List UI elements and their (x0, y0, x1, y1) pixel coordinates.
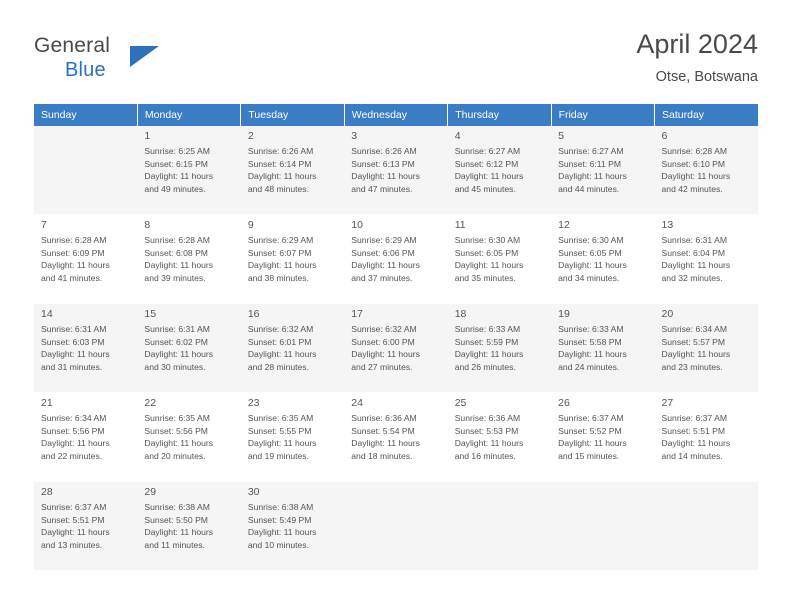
day-cell-content (241, 482, 344, 570)
day-cell-content (34, 215, 137, 303)
day-detail-line: Daylight: 11 hours (247, 260, 317, 271)
day-detail-line: Daylight: 11 hours (661, 171, 731, 182)
day-detail-line: Sunset: 6:03 PM (41, 336, 105, 347)
calendar-empty-cell (655, 482, 758, 571)
calendar-day-cell[interactable] (137, 215, 240, 304)
day-cell-content (344, 304, 447, 392)
day-detail-line: Sunrise: 6:28 AM (144, 235, 210, 245)
day-number: 20 (661, 308, 674, 320)
day-detail-line: and 34 minutes. (558, 272, 620, 283)
day-detail-line: Sunset: 6:11 PM (558, 158, 622, 169)
day-detail-line: and 39 minutes. (144, 272, 206, 283)
day-cell-content (655, 482, 758, 570)
calendar-week-row (34, 126, 758, 215)
day-detail-line: and 24 minutes. (558, 361, 620, 372)
day-detail-line: Daylight: 11 hours (351, 171, 420, 182)
calendar-day-cell[interactable] (655, 393, 758, 482)
calendar-day-cell[interactable] (448, 126, 551, 215)
day-detail-line: Daylight: 11 hours (558, 349, 627, 360)
calendar-day-cell[interactable] (448, 215, 551, 304)
calendar-day-cell[interactable] (448, 304, 551, 393)
calendar-day-cell[interactable] (34, 304, 137, 393)
calendar-day-cell[interactable] (241, 304, 344, 393)
calendar-day-cell[interactable] (551, 304, 654, 393)
page-header (34, 28, 758, 98)
calendar-day-cell[interactable] (655, 126, 758, 215)
day-detail-line: Daylight: 11 hours (247, 349, 317, 360)
calendar-day-cell[interactable] (34, 393, 137, 482)
day-detail-line: Sunset: 5:54 PM (351, 425, 415, 436)
day-cell-content (448, 215, 551, 303)
day-detail-line: Sunset: 6:14 PM (247, 158, 312, 169)
calendar-day-cell[interactable] (448, 393, 551, 482)
day-detail-line: Sunrise: 6:27 AM (558, 146, 624, 156)
calendar-day-cell[interactable] (344, 393, 447, 482)
day-detail-line: Daylight: 11 hours (558, 171, 627, 182)
day-detail-line: Sunrise: 6:31 AM (41, 324, 107, 334)
day-detail-line: Daylight: 11 hours (454, 438, 524, 449)
brand-name-blue: Blue (65, 59, 106, 81)
calendar-day-cell[interactable] (137, 304, 240, 393)
day-detail-line: and 48 minutes. (247, 183, 309, 194)
day-number: 1 (144, 130, 151, 142)
day-detail-line: Sunrise: 6:31 AM (661, 235, 727, 245)
day-detail-line: and 15 minutes. (558, 450, 620, 461)
day-detail-line: Sunset: 6:13 PM (351, 158, 415, 169)
day-cell-content (655, 215, 758, 303)
day-cell-content (655, 393, 758, 481)
day-detail-line: Daylight: 11 hours (144, 527, 214, 538)
title-block (636, 28, 758, 85)
day-detail-line: Sunrise: 6:33 AM (454, 324, 521, 334)
day-detail-line: Sunset: 5:50 PM (144, 514, 208, 525)
calendar-day-cell[interactable] (551, 393, 654, 482)
day-detail-line: and 38 minutes. (247, 272, 309, 283)
calendar-day-cell[interactable] (241, 482, 344, 571)
day-detail-line: Daylight: 11 hours (558, 260, 627, 271)
day-detail-line: Sunrise: 6:30 AM (454, 235, 521, 245)
day-detail-line: Sunset: 5:49 PM (247, 514, 312, 525)
day-detail-line: Daylight: 11 hours (41, 260, 110, 271)
day-detail-line: Sunrise: 6:31 AM (144, 324, 210, 334)
day-number: 8 (144, 219, 151, 231)
brand-logo (34, 34, 254, 90)
day-detail-line: Sunrise: 6:36 AM (454, 413, 521, 423)
day-detail-line: Sunrise: 6:28 AM (41, 235, 107, 245)
calendar-day-cell[interactable] (34, 215, 137, 304)
day-detail-line: and 49 minutes. (144, 183, 206, 194)
day-cell-content (448, 126, 551, 214)
day-detail-line: Sunrise: 6:26 AM (351, 146, 417, 156)
day-cell-content (448, 482, 551, 570)
day-detail-line: Sunrise: 6:37 AM (41, 502, 107, 512)
day-number: 2 (247, 130, 254, 142)
day-detail-line: and 18 minutes. (351, 450, 413, 461)
day-number: 4 (454, 130, 461, 142)
day-number: 10 (351, 219, 363, 231)
day-cell-content (137, 126, 240, 214)
day-cell-content (137, 304, 240, 392)
day-detail-line: Sunrise: 6:34 AM (661, 324, 727, 334)
day-number: 6 (661, 130, 668, 142)
day-cell-content (241, 393, 344, 481)
day-cell-content (34, 126, 137, 214)
day-detail-line: and 20 minutes. (144, 450, 206, 461)
calendar-day-cell[interactable] (137, 126, 240, 215)
day-detail-line: Sunrise: 6:32 AM (351, 324, 417, 334)
day-detail-line: Daylight: 11 hours (247, 438, 317, 449)
day-detail-line: and 41 minutes. (41, 272, 103, 283)
day-detail-line: Sunset: 6:04 PM (661, 247, 726, 258)
day-number: 16 (247, 308, 260, 320)
day-detail-line: Daylight: 11 hours (454, 349, 524, 360)
day-detail-line: Sunset: 5:51 PM (41, 514, 105, 525)
day-detail-line: Sunrise: 6:27 AM (454, 146, 521, 156)
calendar-body (34, 126, 758, 571)
day-detail-line: Sunset: 6:06 PM (351, 247, 415, 258)
day-number: 15 (144, 308, 157, 320)
day-number: 21 (41, 397, 53, 409)
day-detail-line: Sunset: 6:12 PM (454, 158, 519, 169)
day-detail-line: Sunset: 6:05 PM (454, 247, 519, 258)
calendar-week-row (34, 482, 758, 571)
day-detail-line: Sunrise: 6:26 AM (247, 146, 314, 156)
day-number: 14 (41, 308, 53, 320)
day-number: 7 (41, 219, 47, 231)
day-detail-line: Daylight: 11 hours (661, 260, 731, 271)
calendar-day-cell[interactable] (137, 482, 240, 571)
day-cell-content (551, 482, 654, 570)
day-cell-content (448, 393, 551, 481)
day-number: 27 (661, 397, 674, 409)
day-cell-content (241, 215, 344, 303)
day-detail-line: Sunset: 6:07 PM (247, 247, 312, 258)
day-detail-line: and 16 minutes. (454, 450, 516, 461)
day-detail-line: Sunrise: 6:38 AM (247, 502, 314, 512)
day-detail-line: Sunset: 5:51 PM (661, 425, 726, 436)
day-detail-line: Sunset: 6:02 PM (144, 336, 208, 347)
day-detail-line: Sunset: 6:08 PM (144, 247, 208, 258)
day-detail-line: and 45 minutes. (454, 183, 516, 194)
day-detail-line: Daylight: 11 hours (41, 349, 110, 360)
calendar-day-cell[interactable] (344, 215, 447, 304)
day-detail-line: Daylight: 11 hours (351, 349, 420, 360)
day-detail-line: Daylight: 11 hours (661, 349, 731, 360)
day-number: 29 (144, 486, 157, 498)
day-number: 24 (351, 397, 363, 409)
day-detail-line: Daylight: 11 hours (41, 527, 110, 538)
calendar-table (34, 104, 758, 571)
calendar-day-cell[interactable] (34, 482, 137, 571)
day-number: 28 (41, 486, 53, 498)
day-detail-line: Sunrise: 6:37 AM (558, 413, 624, 423)
day-detail-line: Daylight: 11 hours (661, 438, 731, 449)
day-detail-line: Sunset: 5:59 PM (454, 336, 519, 347)
day-detail-line: Sunset: 6:10 PM (661, 158, 726, 169)
calendar-day-cell[interactable] (241, 215, 344, 304)
day-detail-line: Daylight: 11 hours (144, 438, 214, 449)
brand-name-general: General (34, 34, 111, 57)
weekday-header-saturday: Saturday (655, 104, 758, 126)
calendar-day-cell[interactable] (137, 393, 240, 482)
day-detail-line: Sunset: 5:52 PM (558, 425, 622, 436)
day-cell-content (551, 304, 654, 392)
calendar-empty-cell (448, 482, 551, 571)
day-detail-line: Daylight: 11 hours (351, 438, 420, 449)
day-detail-line: Daylight: 11 hours (454, 260, 524, 271)
day-detail-line: Sunset: 5:58 PM (558, 336, 622, 347)
day-number: 12 (558, 219, 570, 231)
day-cell-content (137, 482, 240, 570)
day-detail-line: Sunset: 5:57 PM (661, 336, 726, 347)
day-detail-line: Sunset: 6:15 PM (144, 158, 208, 169)
day-detail-line: Daylight: 11 hours (144, 171, 214, 182)
location-subtitle: Otse, Botswana (655, 69, 758, 85)
day-detail-line: Sunrise: 6:37 AM (661, 413, 727, 423)
day-detail-line: and 26 minutes. (454, 361, 516, 372)
calendar-week-row (34, 304, 758, 393)
day-cell-content (344, 126, 447, 214)
day-detail-line: and 47 minutes. (351, 183, 413, 194)
day-detail-line: Daylight: 11 hours (144, 349, 214, 360)
day-cell-content (344, 215, 447, 303)
day-detail-line: and 42 minutes. (661, 183, 723, 194)
day-detail-line: Sunrise: 6:38 AM (144, 502, 210, 512)
day-detail-line: Sunset: 6:05 PM (558, 247, 622, 258)
day-detail-line: Sunrise: 6:33 AM (558, 324, 624, 334)
weekday-header-wednesday: Wednesday (344, 104, 447, 126)
day-detail-line: Sunrise: 6:35 AM (247, 413, 314, 423)
day-cell-content (448, 304, 551, 392)
day-detail-line: Daylight: 11 hours (41, 438, 110, 449)
day-cell-content (344, 393, 447, 481)
calendar-day-cell[interactable] (241, 393, 344, 482)
day-number: 30 (247, 486, 260, 498)
day-detail-line: and 37 minutes. (351, 272, 413, 283)
day-detail-line: Sunset: 6:01 PM (247, 336, 312, 347)
day-detail-line: Sunset: 5:56 PM (41, 425, 105, 436)
day-detail-line: and 35 minutes. (454, 272, 516, 283)
calendar-day-cell[interactable] (344, 126, 447, 215)
day-cell-content (34, 482, 137, 570)
day-cell-content (655, 304, 758, 392)
day-detail-line: and 22 minutes. (41, 450, 103, 461)
page-title: April 2024 (636, 29, 758, 59)
day-number: 9 (247, 219, 254, 231)
day-detail-line: Daylight: 11 hours (144, 260, 214, 271)
calendar-day-cell[interactable] (655, 215, 758, 304)
day-number: 23 (247, 397, 260, 409)
day-detail-line: Sunset: 6:00 PM (351, 336, 415, 347)
day-cell-content (551, 215, 654, 303)
day-detail-line: Sunset: 6:09 PM (41, 247, 105, 258)
day-detail-line: and 13 minutes. (41, 539, 103, 550)
day-number: 17 (351, 308, 363, 320)
day-detail-line: and 11 minutes. (144, 539, 205, 550)
day-detail-line: Sunrise: 6:34 AM (41, 413, 107, 423)
day-number: 3 (351, 130, 358, 142)
day-detail-line: Sunrise: 6:29 AM (247, 235, 314, 245)
calendar-day-cell[interactable] (241, 126, 344, 215)
day-number: 18 (454, 308, 467, 320)
day-cell-content (137, 393, 240, 481)
calendar-header-row (34, 104, 758, 126)
day-detail-line: Sunrise: 6:29 AM (351, 235, 417, 245)
day-detail-line: Daylight: 11 hours (247, 527, 317, 538)
day-cell-content (241, 304, 344, 392)
day-detail-line: Sunrise: 6:28 AM (661, 146, 727, 156)
day-detail-line: Sunset: 5:56 PM (144, 425, 208, 436)
day-detail-line: and 23 minutes. (661, 361, 723, 372)
day-cell-content (34, 393, 137, 481)
day-cell-content (655, 126, 758, 214)
day-detail-line: Sunrise: 6:30 AM (558, 235, 624, 245)
calendar-empty-cell (344, 482, 447, 571)
day-cell-content (241, 126, 344, 214)
weekday-header-sunday: Sunday (34, 104, 137, 126)
calendar-day-cell[interactable] (551, 126, 654, 215)
weekday-header-tuesday: Tuesday (241, 104, 344, 126)
calendar-day-cell[interactable] (344, 304, 447, 393)
day-detail-line: Sunrise: 6:35 AM (144, 413, 210, 423)
calendar-week-row (34, 215, 758, 304)
calendar-week-row (34, 393, 758, 482)
weekday-header-monday: Monday (137, 104, 240, 126)
day-detail-line: Sunrise: 6:36 AM (351, 413, 417, 423)
weekday-header-thursday: Thursday (448, 104, 551, 126)
day-number: 26 (558, 397, 570, 409)
day-detail-line: Daylight: 11 hours (558, 438, 627, 449)
day-detail-line: and 10 minutes. (247, 539, 309, 550)
day-cell-content (551, 393, 654, 481)
day-detail-line: Sunrise: 6:32 AM (247, 324, 314, 334)
day-number: 13 (661, 219, 674, 231)
day-number: 25 (454, 397, 467, 409)
day-cell-content (34, 304, 137, 392)
day-cell-content (551, 126, 654, 214)
day-detail-line: Daylight: 11 hours (247, 171, 317, 182)
calendar-empty-cell (34, 126, 137, 215)
calendar-day-cell[interactable] (551, 215, 654, 304)
calendar-empty-cell (551, 482, 654, 571)
day-detail-line: Daylight: 11 hours (454, 171, 524, 182)
day-detail-line: Sunset: 5:55 PM (247, 425, 312, 436)
day-detail-line: and 44 minutes. (558, 183, 620, 194)
day-detail-line: and 14 minutes. (661, 450, 723, 461)
day-detail-line: Daylight: 11 hours (351, 260, 420, 271)
day-number: 22 (144, 397, 157, 409)
day-detail-line: and 28 minutes. (247, 361, 309, 372)
triangle-logo-icon (130, 46, 159, 67)
day-cell-content (137, 215, 240, 303)
day-detail-line: and 27 minutes. (351, 361, 413, 372)
day-detail-line: Sunset: 5:53 PM (454, 425, 519, 436)
day-detail-line: Sunrise: 6:25 AM (144, 146, 210, 156)
calendar-day-cell[interactable] (655, 304, 758, 393)
day-detail-line: and 31 minutes. (41, 361, 103, 372)
day-detail-line: and 32 minutes. (661, 272, 723, 283)
day-number: 11 (454, 219, 466, 231)
weekday-header-friday: Friday (551, 104, 654, 126)
day-detail-line: and 30 minutes. (144, 361, 206, 372)
day-cell-content (344, 482, 447, 570)
day-number: 5 (558, 130, 564, 142)
day-number: 19 (558, 308, 570, 320)
day-detail-line: and 19 minutes. (247, 450, 309, 461)
